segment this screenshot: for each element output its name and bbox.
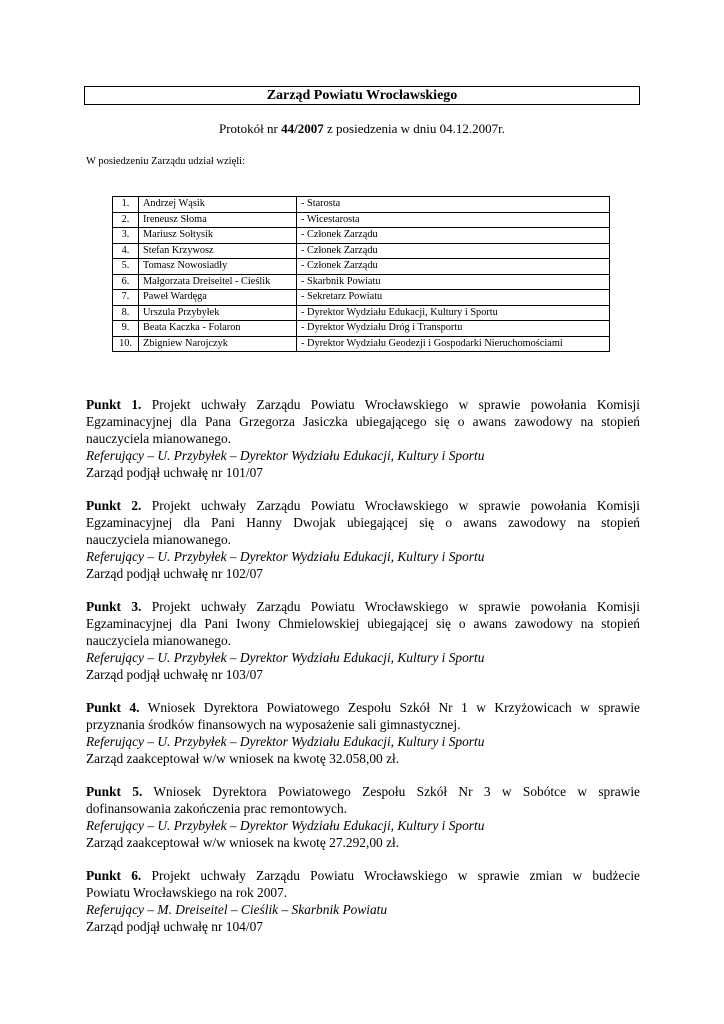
- member-number: 5.: [113, 259, 139, 275]
- agenda-item-line: [86, 783, 640, 800]
- member-role: - Członek Zarządu: [297, 259, 610, 275]
- member-role: - Skarbnik Powiatu: [297, 274, 610, 290]
- agenda-item-label: Punkt 5.: [86, 784, 143, 799]
- member-number: 9.: [113, 321, 139, 337]
- member-name: Ireneusz Słoma: [139, 212, 297, 228]
- agenda-item-text: Egzaminacyjnej dla Pani Hanny Dwojak ubiegającej się o awans zawodowy na stopień: [86, 515, 640, 530]
- agenda-item: [86, 699, 640, 767]
- agenda-item: [86, 396, 640, 481]
- agenda-item-decision: Zarząd podjął uchwałę nr 102/07: [86, 566, 263, 581]
- member-number: 4.: [113, 243, 139, 259]
- table-row: [113, 212, 610, 228]
- member-number: 8.: [113, 305, 139, 321]
- agenda-item-referent: Referujący – U. Przybyłek – Dyrektor Wydziału Edukacji, Kultury i Sportu: [86, 734, 485, 749]
- agenda-item-label: Punkt 3.: [86, 599, 142, 614]
- table-row: [113, 336, 610, 352]
- agenda-item-referent: Referujący – U. Przybyłek – Dyrektor Wydziału Edukacji, Kultury i Sportu: [86, 650, 485, 665]
- agenda-item-text: przyznania środków finansowych na wyposażenie sali gimnastycznej.: [86, 717, 461, 732]
- table-row: [113, 274, 610, 290]
- agenda-item-text: Wniosek Dyrektora Powiatowego Zespołu Szkół Nr 1 w Krzyżowicach w sprawie: [147, 700, 640, 715]
- table-row: [113, 197, 610, 213]
- member-role: - Członek Zarządu: [297, 228, 610, 244]
- protocol-number: 44/2007: [281, 121, 324, 136]
- document-title: Zarząd Powiatu Wrocławskiego: [84, 86, 640, 105]
- member-number: 2.: [113, 212, 139, 228]
- member-role: - Dyrektor Wydziału Geodezji i Gospodarki Nieruchomościami: [297, 336, 610, 352]
- member-name: Małgorzata Dreiseitel - Cieślik: [139, 274, 297, 290]
- member-role: - Wicestarosta: [297, 212, 610, 228]
- protocol-prefix: Protokół nr: [219, 121, 278, 136]
- member-name: Zbigniew Narojczyk: [139, 336, 297, 352]
- agenda-item-decision: Zarząd podjął uchwałę nr 101/07: [86, 465, 263, 480]
- agenda-item: [86, 598, 640, 683]
- member-name: Stefan Krzywosz: [139, 243, 297, 259]
- agenda-item-decision: Zarząd podjął uchwałę nr 104/07: [86, 919, 263, 934]
- agenda-item-line: [86, 497, 640, 514]
- agenda-item-line: [86, 716, 640, 733]
- member-number: 1.: [113, 197, 139, 213]
- member-number: 10.: [113, 336, 139, 352]
- agenda-item-decision: Zarząd zaakceptował w/w wniosek na kwotę 27.292,00 zł.: [86, 835, 400, 850]
- member-role: - Członek Zarządu: [297, 243, 610, 259]
- table-row: [113, 321, 610, 337]
- agenda-item-text: Egzaminacyjnej dla Pani Iwony Chmielowskiej ubiegającej się o awans zawodowy na stopień: [86, 616, 640, 631]
- agenda-item-line: [86, 514, 640, 531]
- agenda-item: [86, 867, 640, 935]
- member-role: - Sekretarz Powiatu: [297, 290, 610, 306]
- agenda-item-text: nauczyciela mianowanego.: [86, 633, 231, 648]
- table-row: [113, 228, 610, 244]
- agenda-item-referent: Referujący – M. Dreiseitel – Cieślik – Skarbnik Powiatu: [86, 902, 388, 917]
- agenda-item-line: [86, 430, 640, 447]
- agenda-item-text: Projekt uchwały Zarządu Powiatu Wrocławskiego w sprawie powołania Komisji: [151, 498, 640, 513]
- agenda-item-label: Punkt 2.: [86, 498, 142, 513]
- agenda-item-text: Projekt uchwały Zarządu Powiatu Wrocławskiego w sprawie powołania Komisji: [151, 599, 640, 614]
- table-row: [113, 305, 610, 321]
- agenda-item-decision: Zarząd podjął uchwałę nr 103/07: [86, 667, 263, 682]
- member-name: Urszula Przybyłek: [139, 305, 297, 321]
- member-role: - Dyrektor Wydziału Edukacji, Kultury i Sportu: [297, 305, 610, 321]
- agenda-item-line: [86, 531, 640, 548]
- agenda-item-text: dofinansowania zakończenia prac remontowych.: [86, 801, 348, 816]
- agenda-item-decision: Zarząd zaakceptował w/w wniosek na kwotę 32.058,00 zł.: [86, 751, 400, 766]
- agenda-item-label: Punkt 6.: [86, 868, 142, 883]
- agenda-item-text: Wniosek Dyrektora Powiatowego Zespołu Szkół Nr 3 w Sobótce w sprawie: [153, 784, 640, 799]
- member-role: - Dyrektor Wydziału Dróg i Transportu: [297, 321, 610, 337]
- member-name: Mariusz Sołtysik: [139, 228, 297, 244]
- attendance-intro: W posiedzeniu Zarządu udział wzięli:: [86, 156, 245, 167]
- agenda-item-label: Punkt 1.: [86, 397, 142, 412]
- protocol-suffix: z posiedzenia w dniu 04.12.2007r.: [327, 121, 505, 136]
- agenda-item-line: [86, 632, 640, 649]
- agenda-item: [86, 497, 640, 582]
- member-name: Andrzej Wąsik: [139, 197, 297, 213]
- agenda-item-line: [86, 413, 640, 430]
- agenda-item-text: Projekt uchwały Zarządu Powiatu Wrocławskiego w sprawie zmian w budżecie: [151, 868, 640, 883]
- member-number: 7.: [113, 290, 139, 306]
- agenda-item-text: nauczyciela mianowanego.: [86, 431, 231, 446]
- agenda-item-line: [86, 867, 640, 884]
- table-row: [113, 243, 610, 259]
- agenda-item-text: Egzaminacyjnej dla Pana Grzegorza Jasiczka ubiegającego się o awans zawodowy na stopień: [86, 414, 640, 429]
- agenda-item-referent: Referujący – U. Przybyłek – Dyrektor Wydziału Edukacji, Kultury i Sportu: [86, 448, 485, 463]
- agenda-item-referent: Referujący – U. Przybyłek – Dyrektor Wydziału Edukacji, Kultury i Sportu: [86, 549, 485, 564]
- agenda-item-line: [86, 615, 640, 632]
- member-number: 6.: [113, 274, 139, 290]
- members-table: [112, 196, 610, 352]
- agenda-item-label: Punkt 4.: [86, 700, 140, 715]
- agenda-item-line: [86, 884, 640, 901]
- table-row: [113, 259, 610, 275]
- member-name: Tomasz Nowosiadły: [139, 259, 297, 275]
- table-row: [113, 290, 610, 306]
- agenda-item: [86, 783, 640, 851]
- agenda-item-text: Powiatu Wrocławskiego na rok 2007.: [86, 885, 288, 900]
- member-name: Beata Kaczka - Folaron: [139, 321, 297, 337]
- agenda-item-line: [86, 396, 640, 413]
- agenda-item-line: [86, 699, 640, 716]
- agenda-item-text: Projekt uchwały Zarządu Powiatu Wrocławskiego w sprawie powołania Komisji: [151, 397, 640, 412]
- agenda-item-line: [86, 598, 640, 615]
- agenda-item-line: [86, 800, 640, 817]
- member-name: Paweł Wardęga: [139, 290, 297, 306]
- protocol-line: [0, 121, 724, 137]
- agenda-item-text: nauczyciela mianowanego.: [86, 532, 231, 547]
- member-role: - Starosta: [297, 197, 610, 213]
- agenda-item-referent: Referujący – U. Przybyłek – Dyrektor Wydziału Edukacji, Kultury i Sportu: [86, 818, 485, 833]
- member-number: 3.: [113, 228, 139, 244]
